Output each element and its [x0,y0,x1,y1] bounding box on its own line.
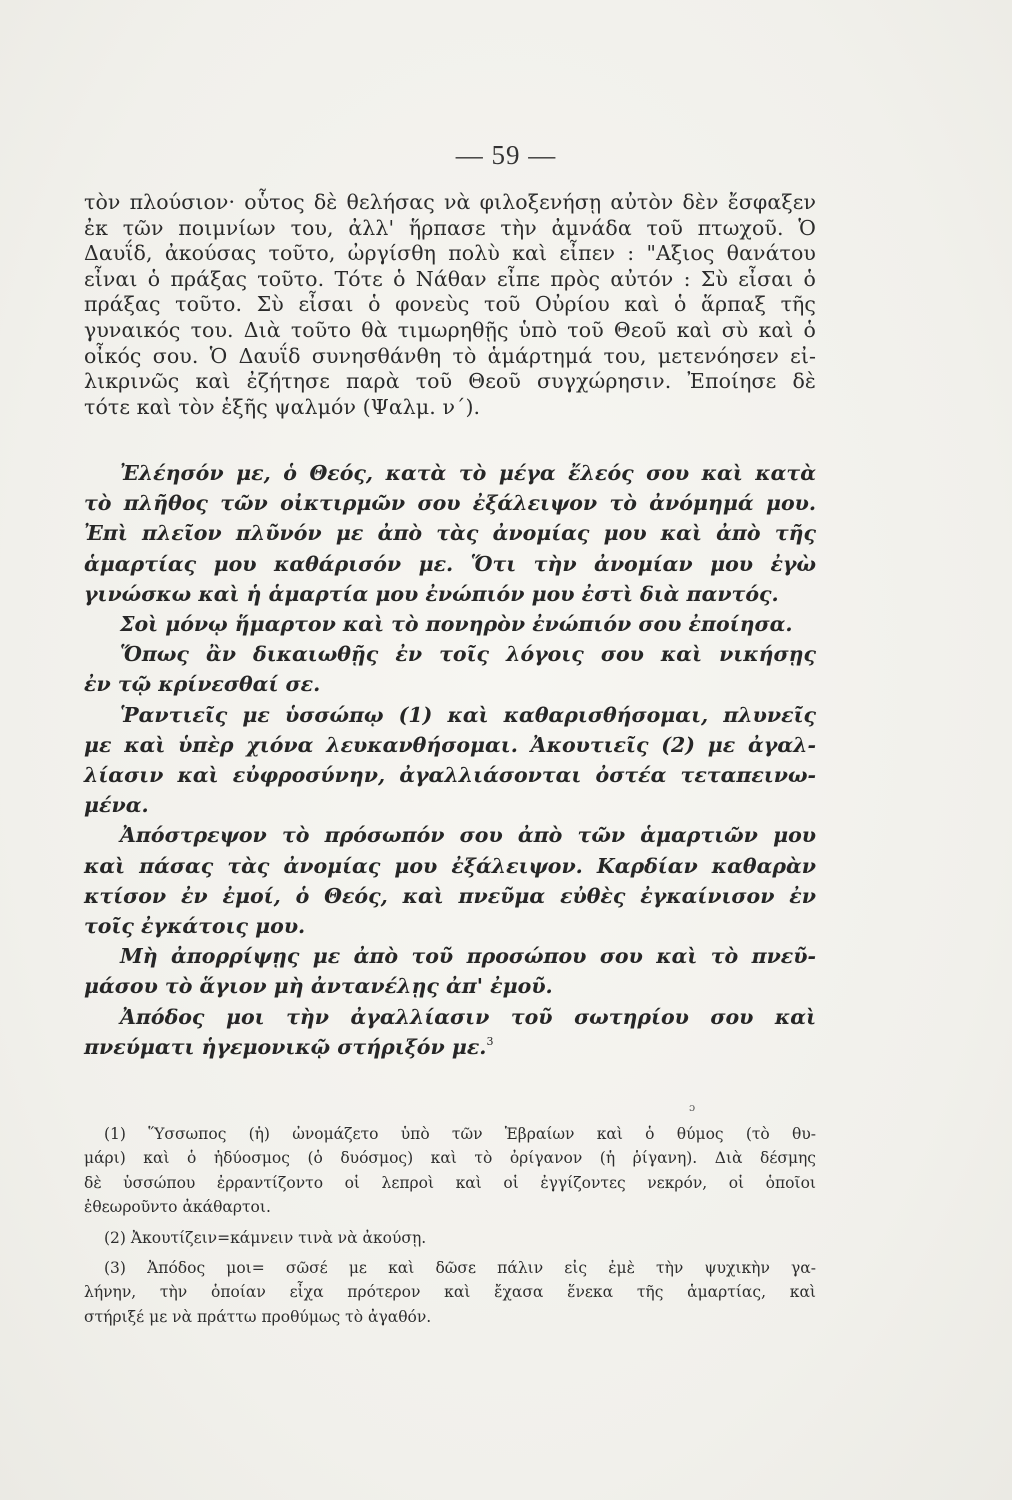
psalm-line: καὶ πάσας τὰς ἀνομίας μου ἐξάλειψον. Καρδίαν καθαρὰν [84,853,816,878]
text-line: εἶναι ὁ πράξας τοῦτο. Τότε ὁ Νάθαν εἶπε πρὸς αὐτόν : Σὺ εἶσαι ὁ [84,266,816,291]
text-line: τότε καὶ τὸν ἑξῆς ψαλμόν (Ψαλμ. ν΄). [84,394,481,419]
text-line: πράξας τοῦτο. Σὺ εἶσαι ὁ φονεὺς τοῦ Οὐρίου καὶ ὁ ἅρπαξ τῆς [84,292,816,317]
psalm-line: Μὴ ἀπορρίψῃς με ἀπὸ τοῦ προσώπου σου καὶ τὸ πνεῦ- [120,944,816,969]
page-number: — 59 — [455,140,557,170]
psalm-line: γινώσκω καὶ ἡ ἁμαρτία μου ἐνώπιόν μου ἐστὶ διὰ παντός. [84,581,779,606]
psalm-line: μένα. [84,793,149,818]
text-line: λικρινῶς καὶ ἐζήτησε παρὰ τοῦ Θεοῦ συγχώρησιν. Ἐποίησε δὲ [84,369,816,394]
psalm-line: τοῖς ἐγκάτοις μου. [84,914,306,939]
footnote-line: μάρι) καὶ ὁ ἡδύοσμος (ὁ δυόσμος) καὶ τὸ ὀρίγανον (ἡ ῥίγανη). Διὰ δέσμης [84,1149,816,1168]
text-line: ἐκ τῶν ποιμνίων του, ἀλλ' ἥρπασε τὴν ἀμνάδα τοῦ πτωχοῦ. Ὁ [84,215,816,240]
footnote-line: ἐθεωροῦντο ἀκάθαρτοι. [84,1198,271,1217]
footnote-line: δὲ ὑσσώπου ἐρραντίζοντο οἱ λεπροὶ καὶ οἱ ἐγγίζοντες νεκρόν, οἱ ὁποῖοι [84,1173,816,1192]
footnotes [84,1122,816,1329]
psalm-line: τὸ πλῆθος τῶν οἰκτιρμῶν σου ἐξάλειψον τὸ ἀνόμημά μου. [84,491,816,516]
psalm-line: Ἐπὶ πλεῖον πλῦνόν με ἀπὸ τὰς ἀνομίας μου καὶ ἀπὸ τῆς [84,521,816,546]
psalm-line: Ῥαντιεῖς με ὑσσώπῳ (1) καὶ καθαρισθήσομαι, πλυνεῖς [120,702,816,727]
footnote-line: (1) Ὕσσωπος (ἡ) ὠνομάζετο ὑπὸ τῶν Ἑβραίων καὶ ὁ θύμος (τὸ θυ- [104,1125,816,1143]
psalm-line: μάσου τὸ ἅγιον μὴ ἀντανέλῃς ἀπ' ἐμοῦ. [84,974,553,999]
text-line: γυναικός του. Διὰ τοῦτο θὰ τιμωρηθῇς ὑπὸ τοῦ Θεοῦ καὶ σὺ καὶ ὁ [84,317,816,342]
footnote-line: λήνην, τὴν ὁποίαν εἶχα πρότερον καὶ ἔχασα ἕνεκα τῆς ἁμαρτίας, καὶ [84,1283,816,1302]
stray-mark: ɔ [689,1101,696,1114]
footnote-line: στήριξέ με νὰ πράττω προθύμως τὸ ἀγαθόν. [84,1307,432,1326]
narrative-paragraph [84,190,816,420]
psalm-line: λίασιν καὶ εὐφροσύνην, ἀγαλλιάσονται ὀστέα τεταπεινω- [84,763,816,788]
psalm-line-text: πνεύματι ἡγεμονικῷ στήριξόν με. [84,1034,487,1059]
psalm-line: ἁμαρτίας μου καθάρισόν με. Ὅτι τὴν ἀνομίαν μου ἐγὼ [84,551,816,576]
psalm-line: με καὶ ὑπὲρ χιόνα λευκανθήσομαι. Ἀκουτιεῖς (2) με ἀγαλ- [84,732,816,757]
psalm-line: Ἀπόστρεψον τὸ πρόσωπόν σου ἀπὸ τῶν ἁμαρτιῶν μου [120,823,816,848]
psalm-line: Ἐλέησόν με, ὁ Θεός, κατὰ τὸ μέγα ἔλεός σου καὶ κατὰ [120,461,816,485]
footnote-reference: 3 [486,1034,494,1048]
psalm-line: Ὅπως ἂν δικαιωθῇς ἐν τοῖς λόγοις σου καὶ νικήσῃς [120,642,816,667]
psalm-line: ἐν τῷ κρίνεσθαί σε. [84,672,321,697]
psalm-line: Σοὶ μόνῳ ἥμαρτον καὶ τὸ πονηρὸν ἐνώπιόν σου ἐποίησα. [120,612,793,637]
psalm-text [84,458,816,1062]
text-line: τὸν πλούσιον· οὗτος δὲ θελήσας νὰ φιλοξενήσῃ αὐτὸν δὲν ἔσφαξεν [84,190,816,214]
footnote-line: (3) Ἀπόδος μοι= σῶσέ με καὶ δῶσε πάλιν εἰς ἐμὲ τὴν ψυχικὴν γα- [104,1259,816,1278]
psalm-line: κτίσον ἐν ἐμοί, ὁ Θεός, καὶ πνεῦμα εὐθὲς ἐγκαίνισον ἐν [84,883,816,908]
text-line: οἶκός σου. Ὁ Δαυΐδ συνησθάνθη τὸ ἁμάρτημά του, μετενόησεν εἰ- [84,343,816,368]
footnote-line: (2) Ἀκουτίζειν=κάμνειν τινὰ νὰ ἀκούσῃ. [104,1228,427,1247]
psalm-line: Ἀπόδος μοι τὴν ἀγαλλίασιν τοῦ σωτηρίου σου καὶ [120,1004,816,1029]
text-line: Δαυΐδ, ἀκούσας τοῦτο, ὠργίσθη πολὺ καὶ εἶπεν : "Αξιος θανάτου [84,241,816,266]
psalm-line [84,1032,816,1062]
